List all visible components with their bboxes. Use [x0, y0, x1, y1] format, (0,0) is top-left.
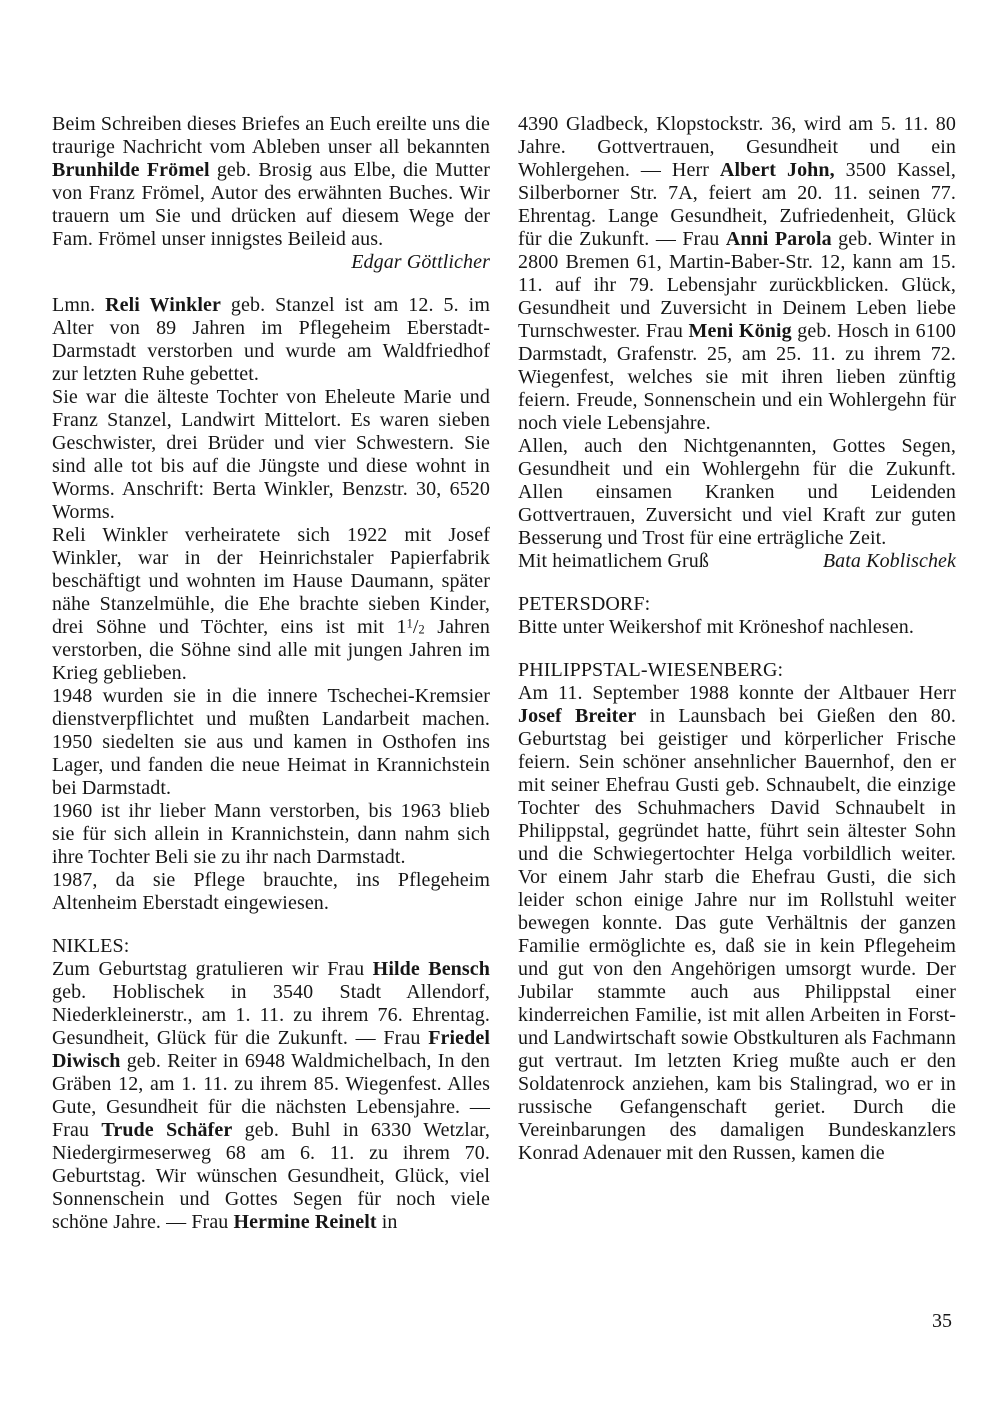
paragraph — [518, 616, 956, 639]
text-run: Am 11. September 1988 konnte der Altbauer Herr — [518, 682, 956, 704]
text-run: 1948 wurden sie in die innere Tschechei-Kremsier dienstverpflichtet und mußten Landarbeit machen. 1950 siedelten sie aus und kamen in Osthofen ins Lager, und fanden die neue Heimat in Krannichstein bei Darmstadt. — [52, 685, 490, 799]
text-run: Bitte unter Weikershof mit Kröneshof nachlesen. — [518, 616, 914, 638]
text-run: in — [376, 1211, 398, 1233]
paragraph — [52, 800, 490, 869]
text-run: geb. Hosch in 6100 Darmstadt, Grafenstr. 25, am 25. 11. zu ihrem 72. Wiegenfest, welches sie mit ihren lieben zünftig feiern. Freude, Sonnenschein und ein Wohlergehn für noch viele Lebensjahre. — [518, 320, 957, 434]
paragraph — [518, 682, 956, 1165]
text-run: 1 — [406, 616, 413, 631]
text-run: 1987, da sie Pflege brauchte, ins Pflegeheim Altenheim Eberstadt eingewiesen. — [52, 869, 490, 914]
text-run: 4390 Gladbeck, Klopstockstr. 36, wird am 5. 11. 80 Jahre. Gottvertrauen, Gesundheit und ein Wohlergehen. — Herr — [518, 113, 956, 181]
text-run: geb. Winter in 2800 Bremen 61, Martin-Baber-Str. 12, kann am 15. 11. auf ihr 79. Lebensjahr zurückblicken. Glück, Gesundheit und Zuversicht in Deinem Leben liebe Turnschwester. Frau — [518, 228, 956, 342]
text-run: geb. Brosig aus Elbe, die Mutter von Franz Frömel, Autor des erwähnten Buches. Wir trauern um Sie und drücken auf diesem Wege der Fam. Frömel unser innigstes Beileid aus. — [52, 159, 490, 250]
text-run: geb. Stanzel ist am 12. 5. im Alter von 89 Jahren im Pflegeheim Eberstadt-Darmstadt verstorben und wurde am Waldfriedhof zur letzten Ruhe gebettet. — [52, 294, 490, 385]
text-run: in Launsbach bei Gießen den 80. Geburtstag bei geistiger und körperlicher Frische feiern. Sein schöner ansehnlicher Bauernhof, den er mit seiner Ehefrau Gusti geb. Schnaubelt, die einzige Tochter des Schuhmachers David Schnaubelt in Philippstal, gegründet hatte, führt sein ältester Sohn und die Schwiegertochter Helga vorbildlich weiter. Vor einem Jahr starb die Ehefrau Gusti, die sich leider schon einige Jahre nur im Rollstuhl weiter bewegen konnte. Das gute Verhältnis der ganzen Familie ermöglichte es, daß sie in kein Pflegeheim und gut von den Angehörigen umsorgt wurde. Der Jubilar stammte auch aus Philippstal einer kinderreichen Familie, ist mit allen Arbeiten in Forst- und Landwirtschaft sowie Obstkulturen als Fachmann gut vertraut. Im letzten Krieg mußte auch er den Soldatenrock anziehen, kam bis Stalingrad, wo er in russische Gefangenschaft geriet. Durch die Vereinbarungen des damaligen Bundeskanzlers Konrad Adenauer mit den Russen, kamen die — [518, 705, 956, 1164]
person-name: Anni Parola — [725, 228, 832, 250]
paragraph — [518, 550, 956, 573]
heading-text: PHILIPPSTAL-WIESENBERG: — [518, 659, 784, 681]
page-number: 35 — [932, 1310, 952, 1332]
person-name: Friedel Diwisch — [52, 1027, 490, 1072]
section-heading — [518, 593, 956, 616]
right-column — [518, 113, 956, 1234]
person-name: Trude Schäfer — [101, 1119, 233, 1141]
heading-text: NIKLES: — [52, 935, 130, 957]
text-run: 1960 ist ihr lieber Mann verstorben, bis 1963 blieb sie für sich allein in Krannichstein, dann nahm sich ihre Tochter Beli sie zu ihr nach Darmstadt. — [52, 800, 490, 868]
text-run: Jahren verstorben, die Söhne sind alle mit jungen Jahren im Krieg geblieben. — [52, 616, 490, 684]
paragraph — [52, 386, 490, 524]
text-run: Allen, auch den Nichtgenannten, Gottes Segen, Gesundheit und ein Wohlergehn für die Zukunft. Allen einsamen Kranken und Leidenden Gottvertrauen, Zuversicht und viel Kraft zur guten Besserung und Trost für eine erträgliche Zeit. — [518, 435, 956, 549]
paragraph — [52, 294, 490, 386]
text-run: Reli Winkler verheiratete sich 1922 mit Josef Winkler, war in der Heinrichstaler Papierfabrik beschäftigt und wohnten im Hause Daumann, später nähe Stanzelmühle, die Ehe brachte sieben Kinder, drei Söhne und Töchter, eins ist mit 1 — [52, 524, 490, 638]
person-name: Brunhilde Frömel — [52, 159, 210, 181]
text-run: Sie war die älteste Tochter von Eheleute Marie und Franz Stanzel, Landwirt Mittelort. Es waren sieben Geschwister, drei Brüder und vier Schwestern. Sie sind alle tot bis auf die Jüngste und diese wohnt in Worms. Anschrift: Berta Winkler, Benzstr. 30, 6520 Worms. — [52, 386, 490, 523]
heading-text: PETERSDORF: — [518, 593, 651, 615]
text-run: geb. Buhl in 6330 Wetzlar, Niedergirmeserweg 68 am 6. 11. zu ihrem 70. Geburtstag. Wir wünschen Gesundheit, Glück, viel Sonnenschein und Gottes Segen für noch viele schöne Jahre. — Frau — [52, 1119, 490, 1233]
text-run: Zum Geburtstag gratulieren wir Frau — [52, 958, 373, 980]
person-name: Hilde Bensch — [372, 958, 490, 980]
paragraph — [518, 435, 956, 550]
left-column — [52, 113, 490, 1234]
text-run: Lmn. — [52, 294, 106, 316]
paragraph — [52, 113, 490, 274]
paragraph — [52, 524, 490, 685]
paragraph — [52, 869, 490, 915]
signature-name: Bata Koblischek — [822, 550, 956, 572]
text-run: 2 — [418, 622, 425, 637]
paragraph — [52, 958, 490, 1234]
section-heading — [52, 935, 490, 958]
text-run: Mit heimatlichem Gruß — [518, 550, 709, 572]
signature-name: Edgar Göttlicher — [351, 251, 490, 273]
person-name: Albert John, — [719, 159, 835, 181]
person-name: Josef Breiter — [518, 705, 637, 727]
person-name: Reli Winkler — [105, 294, 221, 316]
text-run: 3500 Kassel, Silberborner Str. 7A, feiert am 20. 11. seinen 77. Ehrentag. Lange Gesundheit, Zufriedenheit, Glück für die Zukunft. — Frau — [518, 159, 957, 250]
text-run: geb. Hoblischek in 3540 Stadt Allendorf, Niederkleinerstr., am 1. 11. zu ihrem 76. Ehrentag. Gesundheit, Glück für die Zukunft. — Frau — [52, 981, 490, 1049]
person-name: Meni König — [688, 320, 792, 342]
person-name: Hermine Reinelt — [233, 1211, 377, 1233]
section-heading — [518, 659, 956, 682]
text-run: geb. Reiter in 6948 Waldmichelbach, In den Gräben 12, am 1. 11. zu ihrem 85. Wiegenfest. Alles Gute, Gesundheit für die nächsten Lebensjahre. — Frau — [52, 1050, 490, 1141]
paragraph — [52, 685, 490, 800]
text-run: / — [412, 616, 419, 638]
text-run: Beim Schreiben dieses Briefes an Euch ereilte uns die traurige Nachricht vom Ableben unser all bekannten — [52, 113, 490, 158]
paragraph — [518, 113, 956, 435]
